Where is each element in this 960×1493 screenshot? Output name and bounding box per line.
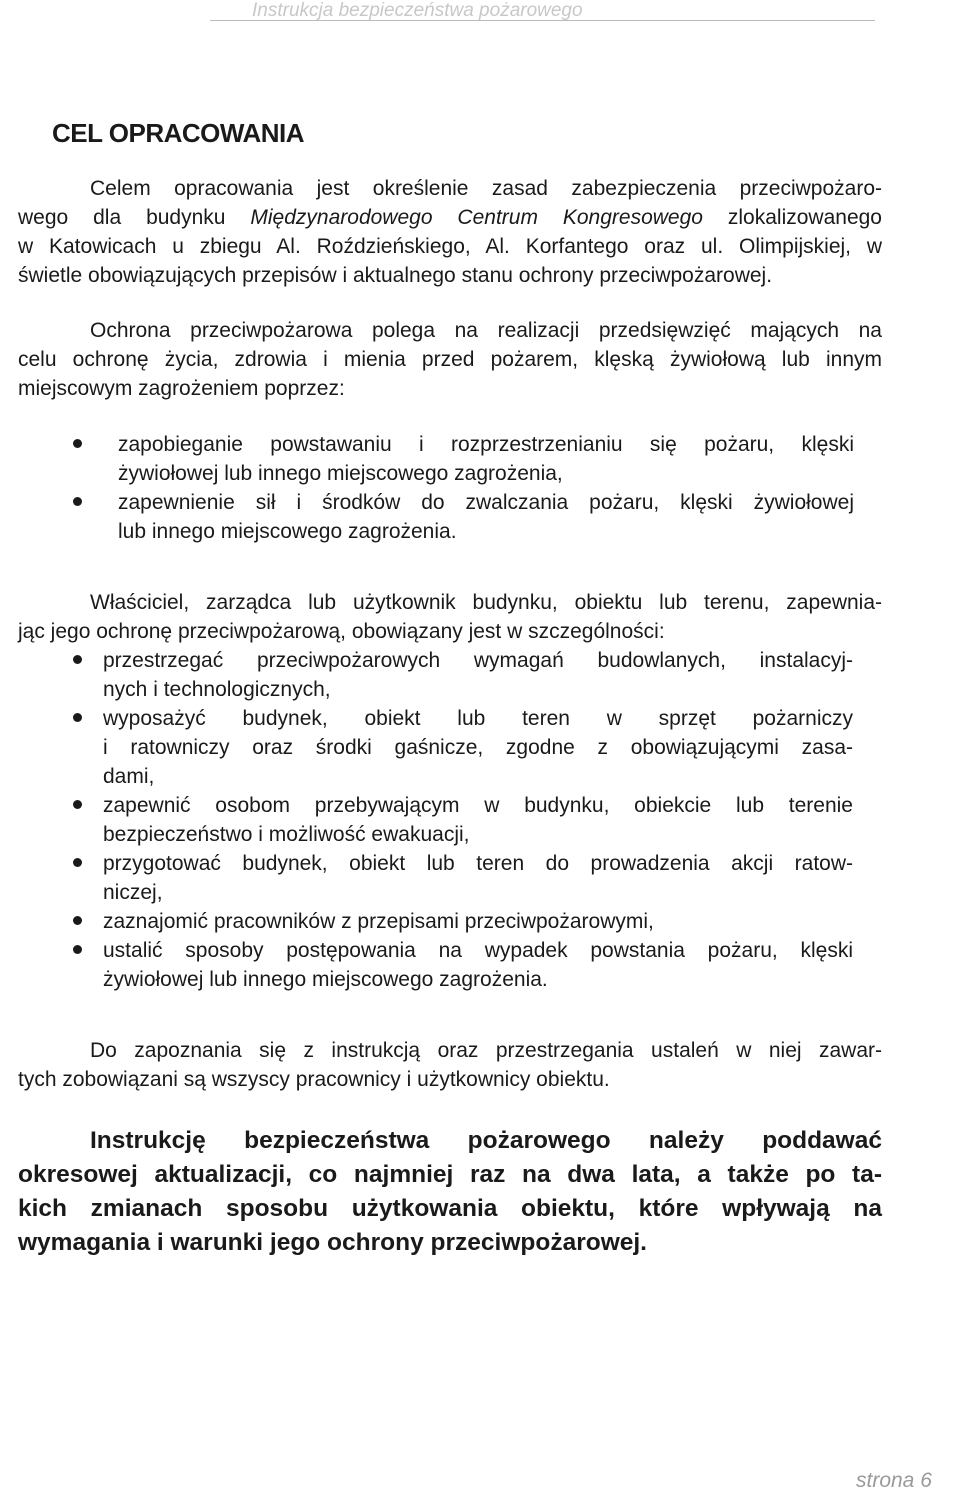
list-item-continuation: i ratowniczy oraz środki gaśnicze, zgodne z obowiązującymi zasa- (103, 736, 853, 759)
notice-line: kich zmianach sposobu użytkowania obiektu, które wpływają na (18, 1195, 882, 1222)
list-item: zapewnienie sił i środków do zwalczania pożaru, klęski żywiołowej (118, 491, 854, 514)
protection-line: celu ochronę życia, zdrowia i mienia przed pożarem, klęską żywiołową lub innym (18, 348, 882, 371)
notice-line: Instrukcję bezpieczeństwa pożarowego należy poddawać (90, 1127, 882, 1154)
list-item: zapewnić osobom przebywającym w budynku, obiekcie lub terenie (103, 794, 853, 817)
centre-name: Międzynarodowego Centrum Kongresowego (250, 206, 703, 229)
intro-line: świetle obowiązujących przepisów i aktualnego stanu ochrony przeciwpożarowej. (18, 264, 773, 287)
bullet-dot (73, 858, 82, 867)
obligation-line: Do zapoznania się z instrukcją oraz przestrzegania ustaleń w niej zawar- (90, 1039, 882, 1062)
list-item: przygotować budynek, obiekt lub teren do prowadzenia akcji ratow- (103, 852, 853, 875)
bullet-dot (73, 916, 82, 925)
bullet-dot (73, 439, 82, 448)
running-header: Instrukcja bezpieczeństwa pożarowego (252, 0, 583, 21)
intro-text: wego dla budynku (18, 206, 251, 229)
notice-line: wymagania i warunki jego ochrony przeciwpożarowej. (18, 1229, 647, 1256)
section-heading: CEL OPRACOWANIA (52, 118, 305, 148)
protection-line: miejscowym zagrożeniem poprzez: (18, 377, 345, 400)
list-item-continuation: żywiołowej lub innego miejscowego zagrożenia. (103, 968, 548, 991)
intro-line: w Katowicach u zbiegu Al. Roździeńskiego, Al. Korfantego oraz ul. Olimpijskiej, w (18, 235, 882, 258)
owner-line: Właściciel, zarządca lub użytkownik budynku, obiektu lub terenu, zapewnia- (90, 591, 882, 614)
owner-line: jąc jego ochronę przeciwpożarową, obowiązany jest w szczególności: (18, 620, 665, 643)
intro-line (18, 203, 882, 232)
obligation-line: tych zobowiązani są wszyscy pracownicy i użytkownicy obiektu. (18, 1068, 610, 1091)
page-number: strona 6 (856, 1469, 932, 1492)
protection-line: Ochrona przeciwpożarowa polega na realizacji przedsięwzięć mających na (90, 319, 882, 342)
list-item: ustalić sposoby postępowania na wypadek powstania pożaru, klęski (103, 939, 853, 962)
bullet-dot (73, 800, 82, 809)
list-item-continuation: żywiołowej lub innego miejscowego zagrożenia, (118, 462, 563, 485)
bullet-dot (73, 497, 82, 506)
list-item: zapobieganie powstawaniu i rozprzestrzenianiu się pożaru, klęski (118, 433, 854, 456)
list-item: zaznajomić pracowników z przepisami przeciwpożarowymi, (103, 910, 654, 933)
list-item-continuation: lub innego miejscowego zagrożenia. (118, 520, 457, 543)
bullet-dot (73, 655, 82, 664)
intro-line: Celem opracowania jest określenie zasad zabezpieczenia przeciwpożaro- (90, 177, 882, 200)
list-item-continuation: niczej, (103, 881, 163, 904)
bullet-dot (73, 713, 82, 722)
list-item: wyposażyć budynek, obiekt lub teren w sprzęt pożarniczy (103, 707, 853, 730)
header-rule (210, 20, 875, 21)
bullet-dot (73, 945, 82, 954)
list-item-continuation: dami, (103, 765, 155, 788)
list-item: przestrzegać przeciwpożarowych wymagań budowlanych, instalacyj- (103, 649, 853, 672)
list-item-continuation: nych i technologicznych, (103, 678, 331, 701)
list-item-continuation: bezpieczeństwo i możliwość ewakuacji, (103, 823, 470, 846)
intro-text: zlokalizowanego (702, 206, 882, 229)
notice-line: okresowej aktualizacji, co najmniej raz na dwa lata, a także po ta- (18, 1161, 882, 1188)
